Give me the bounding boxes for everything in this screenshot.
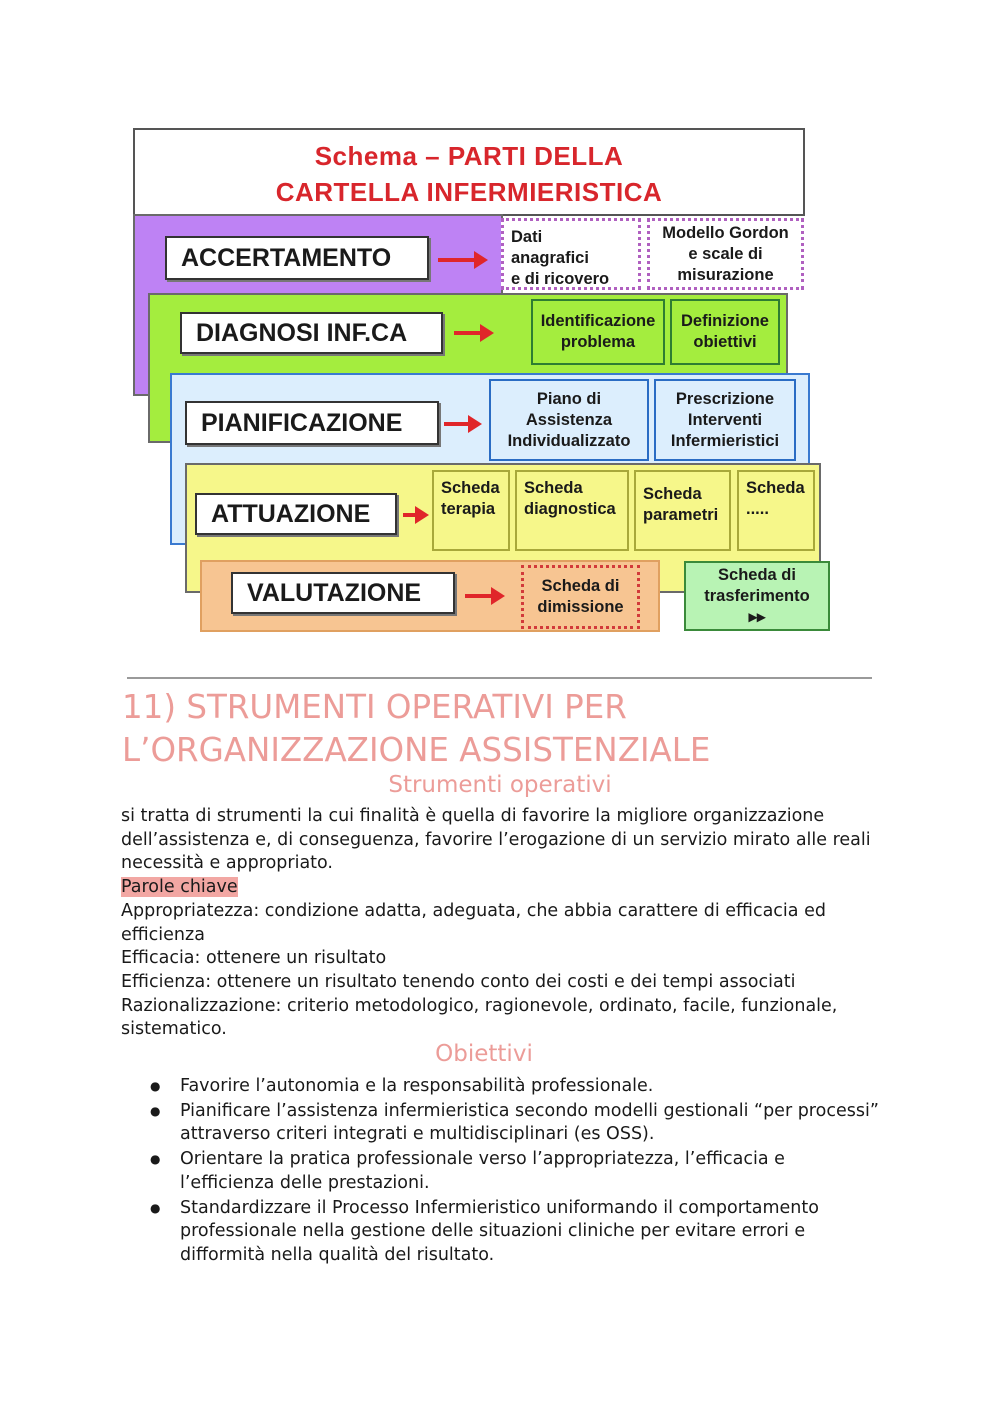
intro-paragraph: si tratta di strumenti la cui finalità è quella di favorire la migliore organizzazione dell’assistenza e, di conseguenza, favorire l’erogazione di un servizio mirato alle reali necessità e appropriato. xyxy=(121,806,871,874)
box-scheda-dimissione: Scheda di dimissione xyxy=(521,565,640,629)
box-dati-anagrafici: Dati anagrafici e di ricovero xyxy=(501,218,641,290)
arrow-icon xyxy=(438,258,476,262)
box-identificazione-problema: Identificazione problema xyxy=(531,299,665,365)
keywords-line xyxy=(121,876,891,900)
box-scheda-diagnostica: Scheda diagnostica xyxy=(515,470,629,551)
box-scheda-terapia: Scheda terapia xyxy=(432,470,510,551)
box-scheda-trasferimento: Scheda di trasferimento ▸▸ xyxy=(684,561,830,631)
stage-pianificazione xyxy=(185,401,439,445)
diagram-title-line1: Schema – PARTI DELLA xyxy=(314,141,624,171)
arrow-icon xyxy=(454,331,482,335)
box-modello-gordon: Modello Gordon e scale di misurazione xyxy=(647,218,804,290)
definition-efficienza: Efficienza: ottenere un risultato tenendo conto dei costi e dei tempi associati xyxy=(121,971,796,992)
definition-razionalizzazione: Razionalizzazione: criterio metodologico, ragionevole, ordinato, facile, funzionale, sistematico. xyxy=(121,995,838,1040)
section-title: 11) STRUMENTI OPERATIVI PER L’ORGANIZZAZIONE ASSISTENZIALE xyxy=(122,688,711,769)
arrow-icon xyxy=(465,594,493,598)
stage-accertamento xyxy=(165,236,429,280)
arrow-icon xyxy=(444,422,470,426)
list-item: ● Favorire l’autonomia e la responsabilità professionale. xyxy=(150,1075,880,1099)
stage-diagnosi xyxy=(180,312,443,354)
keywords-label: Parole chiave xyxy=(121,877,238,898)
body-text xyxy=(121,805,891,1042)
stage-diagnosi-label: DIAGNOSI INF.CA xyxy=(196,318,408,347)
definition-appropriatezza: Appropriatezza: condizione adatta, adeguata, che abbia carattere di efficacia ed efficienza xyxy=(121,900,826,945)
box-scheda-altro: Scheda ..... xyxy=(737,470,815,551)
cartella-infermieristica-diagram xyxy=(0,0,1000,660)
stage-pianificazione-label: PIANIFICAZIONE xyxy=(201,408,403,437)
box-prescrizione-interventi: Prescrizione Interventi Infermieristici xyxy=(654,379,796,461)
subheading-obiettivi: Obiettivi xyxy=(435,1041,533,1067)
list-item: ● Orientare la pratica professionale verso l’appropriatezza, l’efficacia e l’efficienza delle prestazioni. xyxy=(150,1148,880,1195)
subheading-strumenti-operativi: Strumenti operativi xyxy=(388,772,612,798)
box-scheda-parametri: Scheda parametri xyxy=(634,470,731,551)
arrow-icon xyxy=(403,513,417,517)
stage-attuazione-label: ATTUAZIONE xyxy=(211,499,371,528)
stage-valutazione-label: VALUTAZIONE xyxy=(247,578,422,607)
diagram-title-line2: CARTELLA INFERMIERISTICA xyxy=(275,177,663,207)
list-item: ● Standardizzare il Processo Infermieristico uniformando il comportamento professionale nella gestione delle situazioni cliniche per evitare errori e difformità nella qualità del risultato. xyxy=(150,1197,880,1268)
horizontal-divider xyxy=(127,677,872,679)
stage-accertamento-label: ACCERTAMENTO xyxy=(181,243,392,272)
box-definizione-obiettivi: Definizione obiettivi xyxy=(670,299,780,365)
stage-attuazione xyxy=(195,493,397,535)
list-item: ● Pianificare l’assistenza infermieristica secondo modelli gestionali “per processi” attraverso criteri integrati e multidisciplinari (es OSS). xyxy=(150,1100,880,1147)
objectives-list xyxy=(150,1075,880,1269)
stage-valutazione xyxy=(231,572,455,614)
box-piano-assistenza: Piano di Assistenza Individualizzato xyxy=(489,379,649,461)
definition-efficacia: Efficacia: ottenere un risultato xyxy=(121,948,387,969)
diagram-title xyxy=(133,128,805,216)
